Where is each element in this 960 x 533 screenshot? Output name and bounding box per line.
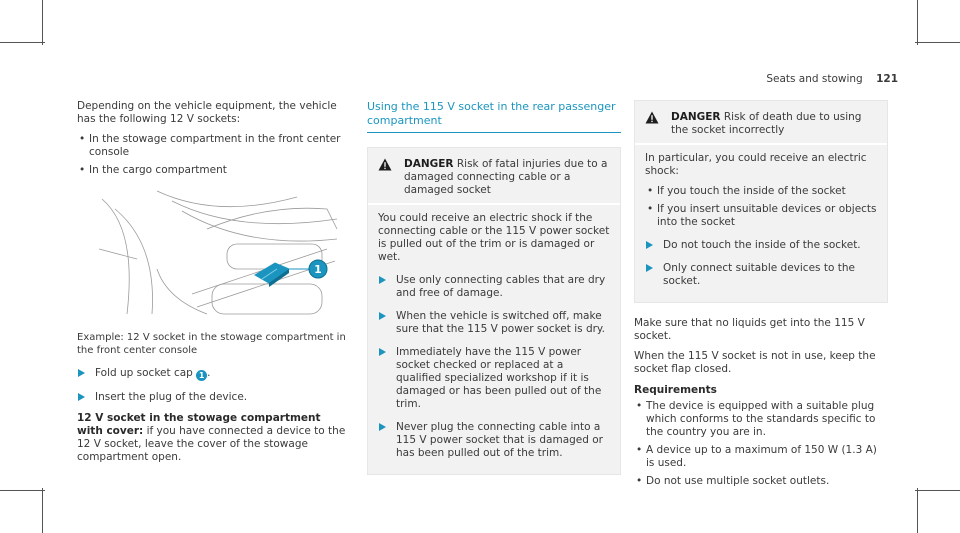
list-item: • Do not use multiple socket outlets. <box>634 475 888 488</box>
danger-box <box>634 100 888 303</box>
console-illustration <box>97 189 342 319</box>
list-item: • In the stowage compartment in the front center console <box>77 133 347 159</box>
requirements-heading: Requirements <box>634 384 717 396</box>
console-drawing <box>97 189 342 319</box>
socket-cap <box>255 263 289 287</box>
list-item: • In the cargo compartment <box>77 164 347 177</box>
danger-list <box>645 185 877 229</box>
crop-mark <box>917 0 918 45</box>
instruction-step: Fold up socket cap 1 . <box>77 367 347 381</box>
step-arrow-icon <box>379 348 386 356</box>
crop-mark <box>915 42 960 43</box>
crop-mark <box>915 490 960 491</box>
socket-list <box>77 133 347 177</box>
step-arrow-icon <box>646 264 653 272</box>
danger-label: DANGER <box>671 111 721 123</box>
danger-box <box>367 147 621 475</box>
danger-header <box>635 101 887 145</box>
step-arrow-icon <box>646 241 653 249</box>
section-name: Seats and stowing <box>766 73 863 85</box>
list-item: • If you touch the inside of the socket <box>645 185 877 198</box>
danger-body <box>635 145 887 302</box>
crop-mark <box>0 42 45 43</box>
paragraph: Make sure that no liquids get into the 115 V socket. <box>634 317 865 342</box>
column-left <box>77 100 347 471</box>
step-arrow-icon <box>379 423 386 431</box>
crop-mark <box>42 0 43 45</box>
instruction-step: Use only connecting cables that are dry and free of damage. <box>378 274 610 300</box>
column-middle <box>367 100 621 475</box>
page-number: 121 <box>876 73 898 85</box>
danger-header <box>368 148 620 205</box>
step-arrow-icon <box>78 369 85 377</box>
step-arrow-icon <box>379 312 386 320</box>
callout-badge: 1 <box>196 370 207 381</box>
intro-text: Depending on the vehicle equipment, the vehicle has the following 12 V sockets: <box>77 100 337 125</box>
instruction-step: Immediately have the 115 V power socket checked or replaced at a qualified specialized workshop if it is damaged or has been pulled out of the trim. <box>378 346 610 411</box>
figure-caption: Example: 12 V socket in the stowage compartment in the front center console <box>77 332 346 356</box>
paragraph: When the 115 V socket is not in use, keep the socket flap closed. <box>634 350 876 375</box>
warning-triangle-icon <box>378 158 392 171</box>
danger-title: Risk of fatal injuries due to a damaged connecting cable or a damaged socket <box>404 158 608 196</box>
step-arrow-icon <box>379 276 386 284</box>
danger-body <box>368 205 620 474</box>
step-arrow-icon <box>78 393 85 401</box>
warning-triangle-icon <box>645 111 659 124</box>
instruction-step: When the vehicle is switched off, make sure that the 115 V power socket is dry. <box>378 310 610 336</box>
page-header <box>766 73 898 86</box>
danger-label: DANGER <box>404 158 454 170</box>
requirements-list <box>634 400 888 488</box>
instruction-step: Only connect suitable devices to the socket. <box>645 262 877 288</box>
danger-text: In particular, you could receive an electric shock: <box>645 152 867 177</box>
callout-label: 1 <box>314 263 322 276</box>
instruction-step: Insert the plug of the device. <box>77 391 347 404</box>
danger-text: You could receive an electric shock if the connecting cable or the 115 V power socket is pulled out of the trim or is damaged or wet. <box>378 212 610 263</box>
instruction-step: Never plug the connecting cable into a 115 V power socket that is damaged or has been pulled out of the trim. <box>378 421 610 460</box>
instruction-step: Do not touch the inside of the socket. <box>645 239 877 252</box>
crop-mark <box>917 488 918 533</box>
list-item: • The device is equipped with a suitable plug which conforms to the standards specific to the country you are in. <box>634 400 888 439</box>
crop-mark <box>42 488 43 533</box>
column-right <box>634 100 888 496</box>
cover-note: 12 V socket in the stowage compartment with cover: if you have connected a device to the 12 V socket, leave the cover of the stowage compartment open. <box>77 412 346 463</box>
danger-title: Risk of death due to using the socket incorrectly <box>671 111 862 136</box>
section-title: Using the 115 V socket in the rear passenger compartment <box>367 100 621 133</box>
list-item: • A device up to a maximum of 150 W (1.3 A) is used. <box>634 444 888 470</box>
list-item: • If you insert unsuitable devices or objects into the socket <box>645 203 877 229</box>
crop-mark <box>0 490 45 491</box>
